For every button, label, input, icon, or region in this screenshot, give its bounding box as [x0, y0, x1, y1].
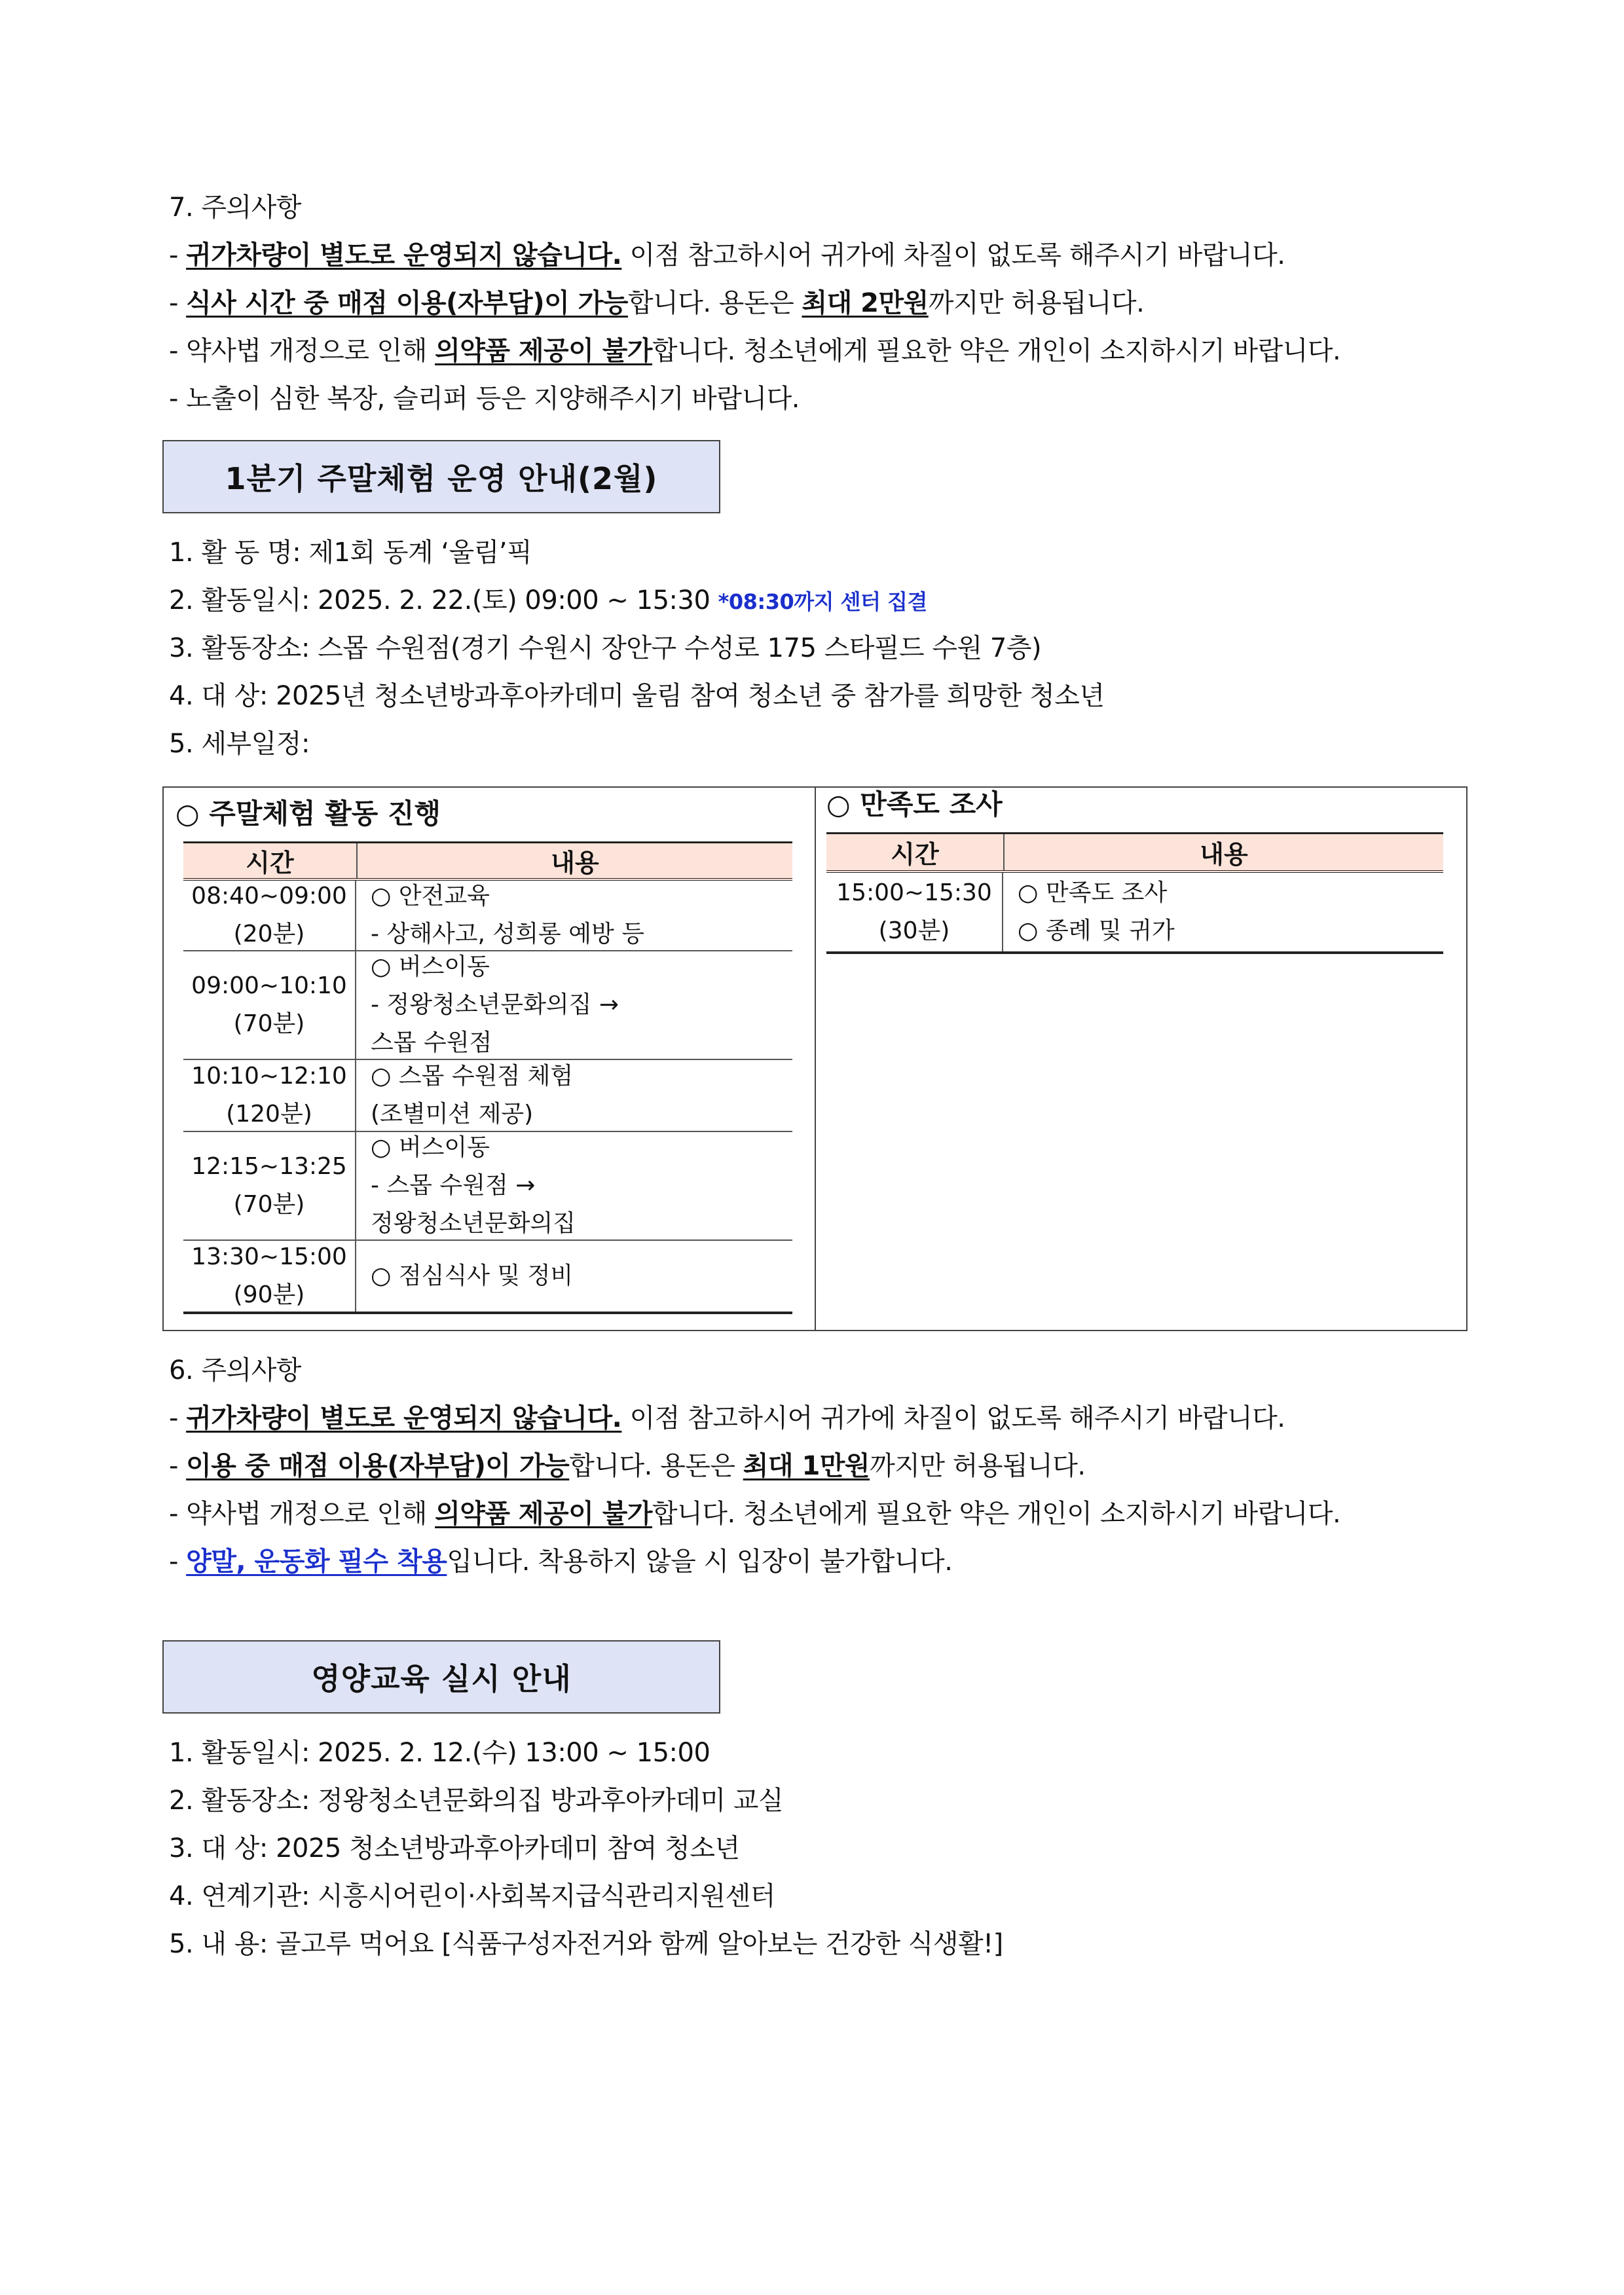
- sec7-heading: 7. 주의사항: [169, 193, 301, 223]
- weekend-item-4: 4. 대 상: 2025년 청소년방과후아카데미 울림 참여 청소년 중 참가를 희망한 청소년: [169, 681, 1105, 711]
- sec7-line-1: - 귀가차량이 별도로 운영되지 않습니다. 이점 참고하시어 귀가에 차질이 없도록 해주시기 바랍니다.: [169, 240, 1285, 270]
- sec7-line-2: - 식사 시간 중 매점 이용(자부담)이 가능합니다. 용돈은 최대 2만원까지만 허용됩니다.: [169, 288, 1145, 318]
- sec6-line-4: - 양말, 운동화 필수 착용입니다. 착용하지 않을 시 입장이 불가합니다.: [169, 1547, 953, 1577]
- weekend-item-1: 1. 활 동 명: 제1회 동계 ‘울림’픽: [169, 538, 532, 568]
- table-row: 09:00~10:10 (70분) ○ 버스이동 - 정왕청소년문화의집 → 스몹 수원점: [183, 951, 792, 1060]
- meeting-note: *08:30까지 센터 집결: [718, 589, 927, 614]
- sec6-line-2: - 이용 중 매점 이용(자부담)이 가능합니다. 용돈은 최대 1만원까지만 허용됩니다.: [169, 1451, 1086, 1481]
- nutrition-item-1: 1. 활동일시: 2025. 2. 12.(수) 13:00 ~ 15:00: [169, 1738, 710, 1768]
- header-time: 시간: [183, 843, 358, 878]
- nutrition-item-5: 5. 내 용: 골고루 먹어요 [식품구성자전거와 함께 알아보는 건강한 식생활!]: [169, 1929, 1003, 1959]
- table-row: 12:15~13:25 (70분) ○ 버스이동 - 스몹 수원점 → 정왕청소년문화의집: [183, 1132, 792, 1241]
- table-row: 13:30~15:00 (90분) ○ 점심식사 및 정비: [183, 1241, 792, 1314]
- header-content: 내용: [551, 849, 599, 877]
- sec6-line-3: - 약사법 개정으로 인해 의약품 제공이 불가합니다. 청소년에게 필요한 약은 개인이 소지하시기 바랍니다.: [169, 1499, 1341, 1529]
- table-row: 10:10~12:10 (120분) ○ 스몹 수원점 체험 (조별미션 제공): [183, 1060, 792, 1132]
- nutrition-item-2: 2. 활동장소: 정왕청소년문화의집 방과후아카데미 교실: [169, 1786, 784, 1816]
- table-row: 15:00~15:30 (30분) ○ 만족도 조사 ○ 종례 및 귀가: [826, 873, 1443, 954]
- weekend-item-2: 2. 활동일시: 2025. 2. 22.(토) 09:00 ~ 15:30 *08:30까지 센터 집결: [169, 585, 927, 615]
- weekend-section-title: 1분기 주말체험 운영 안내(2월): [162, 440, 720, 513]
- weekend-item-3: 3. 활동장소: 스몹 수원점(경기 수원시 장안구 수성로 175 스타필드 수원 7층): [169, 633, 1042, 663]
- nutrition-item-4: 4. 연계기관: 시흥시어린이·사회복지급식관리지원센터: [169, 1881, 775, 1911]
- sec6-heading: 6. 주의사항: [169, 1355, 301, 1386]
- sec6-line-1: - 귀가차량이 별도로 운영되지 않습니다. 이점 참고하시어 귀가에 차질이 없도록 해주시기 바랍니다.: [169, 1403, 1285, 1433]
- table-row: 08:40~09:00 (20분) ○ 안전교육 - 상해사고, 성희롱 예방 등: [183, 881, 792, 951]
- nutrition-section-title: 영양교육 실시 안내: [162, 1640, 720, 1714]
- header-content: 내용: [1200, 840, 1248, 869]
- nutrition-item-3: 3. 대 상: 2025 청소년방과후아카데미 참여 청소년: [169, 1833, 740, 1864]
- header-time: 시간: [826, 834, 1005, 870]
- weekend-item-5: 5. 세부일정:: [169, 729, 310, 759]
- sec7-line-4: - 노출이 심한 복장, 슬리퍼 등은 지양해주시기 바랍니다.: [169, 384, 800, 414]
- left-panel-title: ○ 주말체험 활동 진행: [175, 798, 441, 830]
- sec7-line-3: - 약사법 개정으로 인해 의약품 제공이 불가합니다. 청소년에게 필요한 약은 개인이 소지하시기 바랍니다.: [169, 336, 1341, 366]
- right-table-header: [826, 832, 1443, 873]
- left-table-header: [183, 841, 792, 881]
- table-divider: [815, 786, 816, 1331]
- right-panel-title: ○ 만족도 조사: [826, 788, 1003, 820]
